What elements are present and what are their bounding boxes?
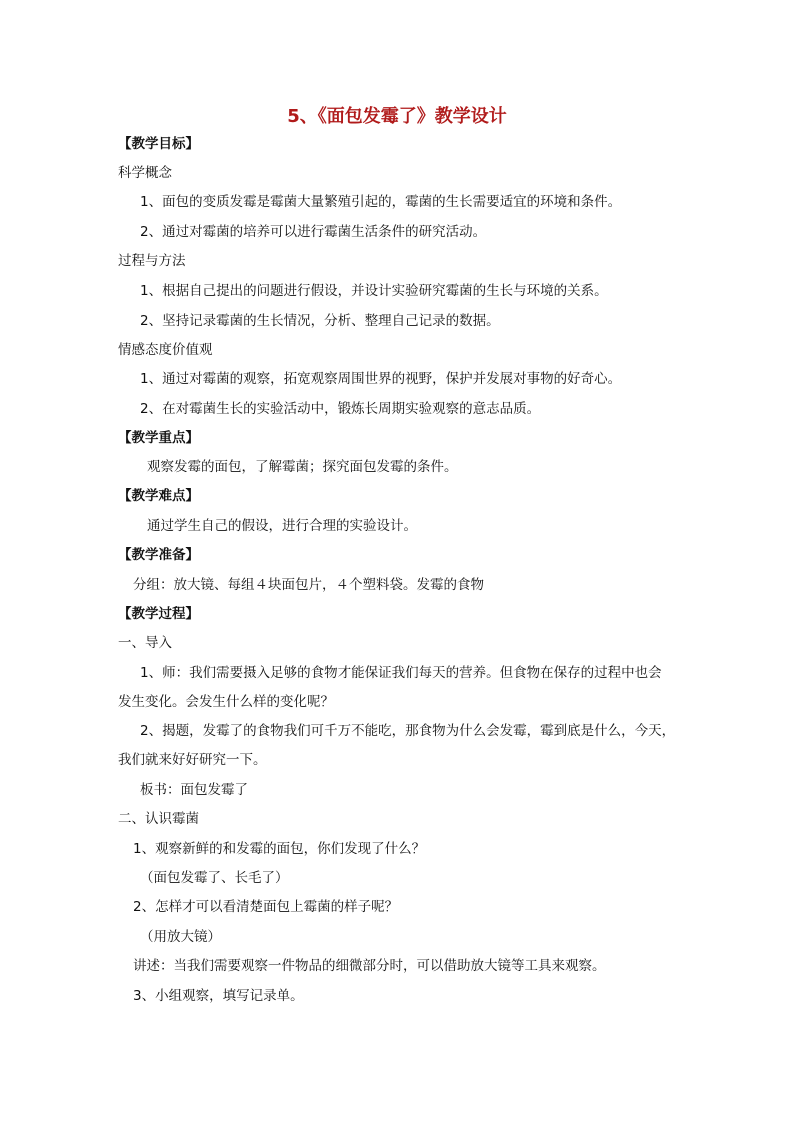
attitude-label: 情感态度价值观 [118,342,213,358]
preparation-heading: 【教学准备】 [118,547,199,563]
part2-answer1: （面包发霉了、长毛了） [140,870,289,886]
part1-paragraph2-line2: 我们就来好好研究一下。 [118,752,267,768]
key-point-heading: 【教学重点】 [118,430,199,446]
attitude-item-1: 1、通过对霉菌的观察，拓宽观察周围世界的视野，保护并发展对事物的好奇心。 [140,371,622,387]
difficulty-heading: 【教学难点】 [118,488,199,504]
part2-answer2: （用放大镜） [140,929,221,945]
difficulty-text: 通过学生自己的假设，进行合理的实验设计。 [147,518,417,534]
key-point-text: 观察发霉的面包，了解霉菌；探究面包发霉的条件。 [147,459,458,475]
process-item-1: 1、根据自己提出的问题进行假设，并设计实验研究霉菌的生长与环境的关系。 [140,283,608,299]
process-item-2: 2、坚持记录霉菌的生长情况，分析、整理自己记录的数据。 [140,313,500,329]
process-method-label: 过程与方法 [118,253,186,269]
teaching-goals-heading: 【教学目标】 [118,136,199,152]
attitude-item-2: 2、在对霉菌生长的实验活动中，锻炼长周期实验观察的意志品质。 [140,401,541,417]
part2-step3: 3、小组观察，填写记录单。 [133,988,304,1004]
part1-paragraph2-line1: 2、揭题，发霉了的食物我们可千万不能吃，那食物为什么会发霉，霉到底是什么，今天， [140,723,676,739]
part2-explanation: 讲述：当我们需要观察一件物品的细微部分时，可以借助放大镜等工具来观察。 [133,958,606,974]
concept-item-1: 1、面包的变质发霉是霉菌大量繁殖引起的，霉菌的生长需要适宜的环境和条件。 [140,194,622,210]
part2-question2: 2、怎样才可以看清楚面包上霉菌的样子呢？ [133,899,399,915]
science-concept-label: 科学概念 [118,165,172,181]
part1-paragraph1-line1: 1、师：我们需要摄入足够的食物才能保证我们每天的营养。但食物在保存的过程中也会 [140,665,662,681]
preparation-text: 分组：放大镜、每组４块面包片，４个塑料袋。发霉的食物 [133,577,484,593]
document-title: 5、《面包发霉了》教学设计 [287,106,507,127]
part1-paragraph1-line2: 发生变化。会发生什么样的变化呢？ [118,694,334,710]
concept-item-2: 2、通过对霉菌的培养可以进行霉菌生活条件的研究活动。 [140,224,487,240]
part2-question1: 1、观察新鲜的和发霉的面包，你们发现了什么？ [133,841,426,857]
blackboard-text: 板书：面包发霉了 [140,782,248,798]
part1-label: 一、导入 [118,635,172,651]
procedure-heading: 【教学过程】 [118,606,199,622]
part2-label: 二、认识霉菌 [118,811,199,827]
